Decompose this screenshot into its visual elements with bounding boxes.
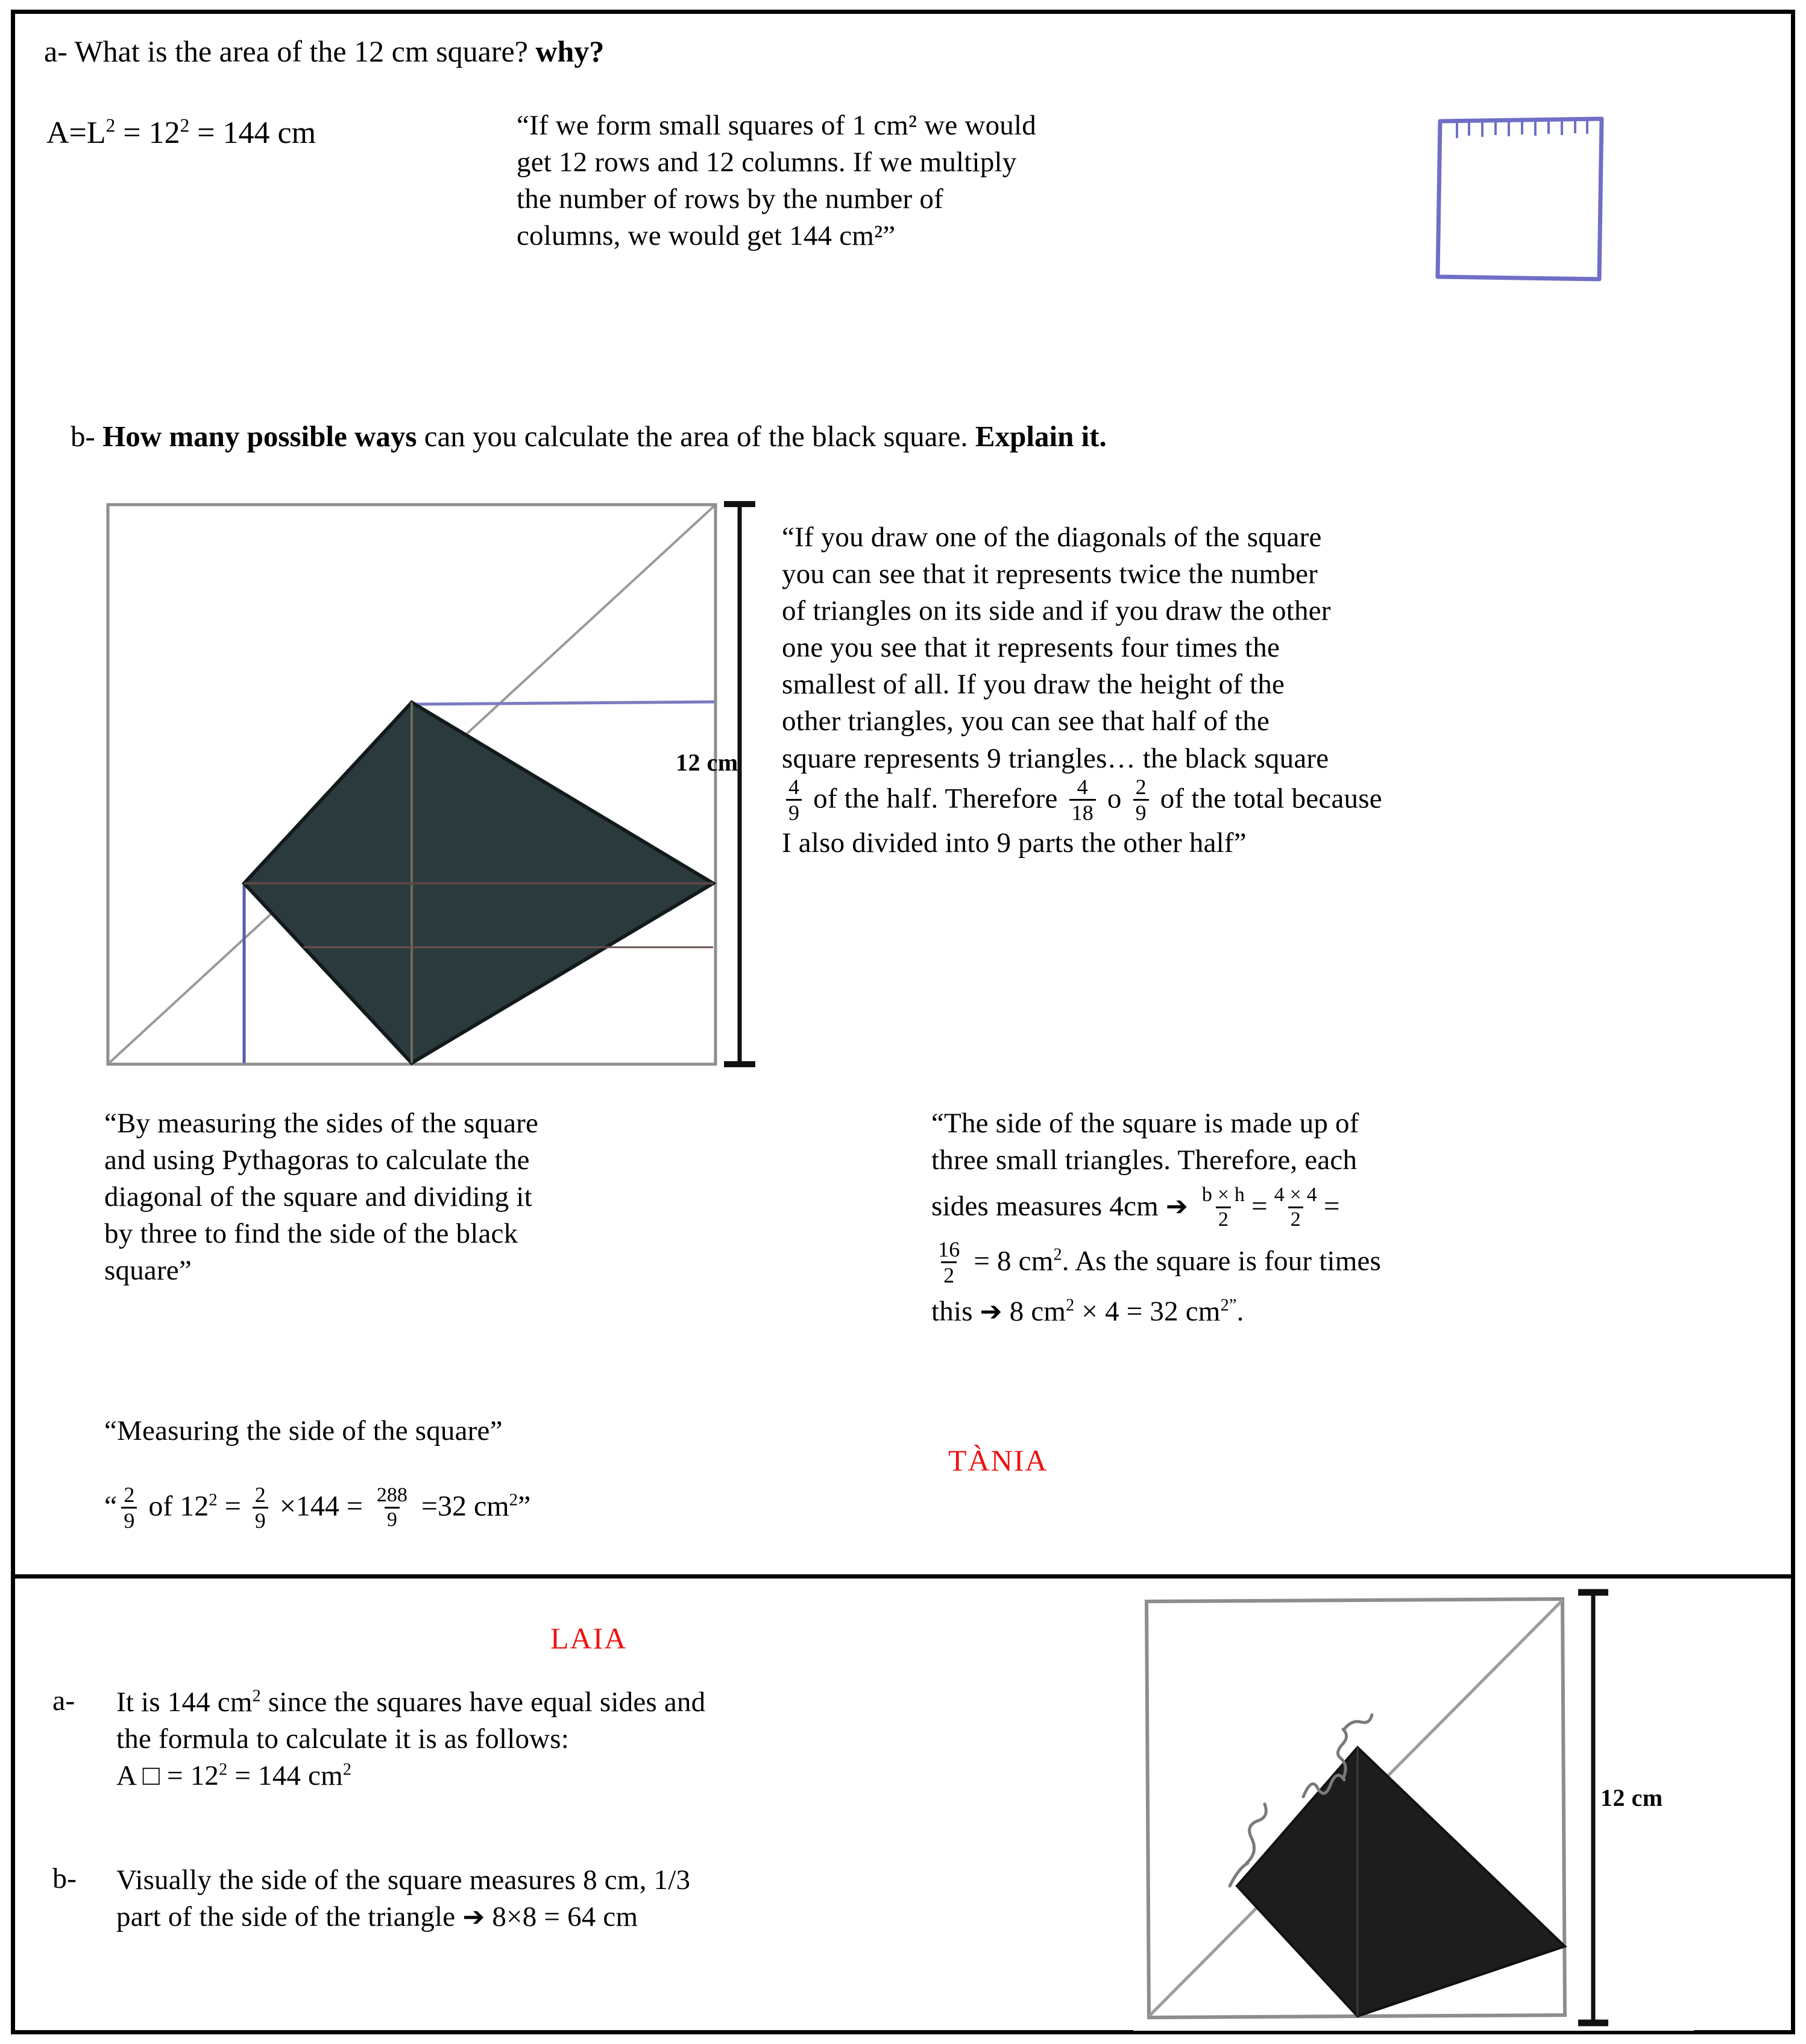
calc-text: =32 cm [414,1490,509,1522]
laia-text: 8×8 = 64 cm [485,1901,638,1933]
quote-line: one you see that it represents four times the [782,632,1280,664]
laia-item-a-body [116,1684,1117,1794]
fraction-2-9: $\frac{2}{9}$ [121,1484,137,1531]
laia-item-b-body [116,1862,1117,1935]
laia-line [116,1684,1117,1721]
fraction-4-9: $\frac{4}{9}$ [786,776,802,824]
section-divider [15,1574,1791,1579]
laia-item-b-marker: b- [52,1863,77,1894]
laia-line-formula [116,1758,1117,1794]
quote-text: × 4 = 32 cm [1074,1296,1221,1328]
quote-text: this [931,1296,980,1328]
question-b-plain: can you calculate the area of the black square. [417,420,975,453]
student-name-laia: LAIA [550,1621,628,1655]
calc-text: ×144 = [272,1490,370,1522]
exponent: 2 [1066,1296,1075,1315]
quote-line: square” [104,1255,192,1287]
quote-line: the number of rows by the number of [517,183,943,215]
fraction-bh-2: $\frac{b \times h}{2}$ [1201,1184,1245,1231]
question-a-heading [44,32,1370,71]
question-a-quote [517,107,1379,254]
figure-laia-dimension-label: 12 cm [1600,1784,1663,1811]
quote-text: 8 cm [1002,1296,1066,1328]
quote-text: of the half. Therefore [806,782,1065,814]
question-a-text: What is the area of the 12 cm square? [74,34,528,68]
figure-main-square-diagram [104,501,719,1068]
open-quote: “ [104,1490,118,1522]
exponent: 2 [219,1760,228,1779]
arrow-icon: ➔ [980,1296,1002,1328]
fraction-288-9: $\frac{288}{9}$ [376,1484,407,1531]
question-a-formula: $A=L^2 = 12^2 = 144$ cm [46,115,316,150]
quote-line: you can see that it represents twice the number [782,558,1318,590]
quote-line-final [931,1293,1715,1330]
quote-text: sides measures 4cm [931,1190,1166,1222]
quote-line: and using Pythagoras to calculate the [104,1144,530,1176]
dimension-bar-12cm [722,499,758,1069]
quote-pythagoras [104,1105,840,1289]
question-a-marker: a- [44,34,68,68]
quote-line: other triangles, you can see that half of the [782,705,1270,737]
laia-text: It is 144 cm [116,1686,253,1718]
laia-line: the formula to calculate it is as follows: [116,1723,570,1755]
exponent: 2 [252,1686,261,1706]
laia-item-a-marker: a- [52,1685,75,1717]
quote-line-with-fractions [931,1186,1715,1231]
fraction-16-2: $\frac{16}{2}$ [938,1237,960,1288]
question-b-heading [71,419,1770,453]
student-name-tania: TÀNIA [948,1443,1048,1477]
figure-main-dimension-label: 12 cm [676,749,738,776]
exponent: 2 [509,1490,518,1510]
equals: = [1251,1190,1268,1222]
quote-line: I also divided into 9 parts the other half” [782,827,1247,859]
arrow-icon: ➔ [462,1902,485,1933]
quote-line: of triangles on its side and if you draw the other [782,595,1331,627]
fraction-4-18: $\frac{4}{18}$ [1069,776,1096,824]
question-a-why: why? [535,34,605,68]
fraction-2-9: $\frac{2}{9}$ [1133,776,1149,824]
laia-formula-text: = 144 cm [227,1760,343,1792]
exponent: 2 [342,1760,352,1779]
fraction-2-9-b: $\frac{2}{9}$ [253,1484,268,1531]
quote-line: “By measuring the sides of the square [104,1108,539,1139]
quote-measuring-side: “Measuring the side of the square” [104,1415,503,1446]
quote-text: o [1100,782,1129,814]
quote-line: “If you draw one of the diagonals of the square [782,522,1322,553]
laia-line: Visually the side of the square measures 8 cm, 1/3 [116,1864,691,1896]
quote-line: get 12 rows and 12 columns. If we multiply [517,147,1017,178]
quote-fraction-calculation [104,1485,858,1533]
exponent: 2 [209,1490,218,1510]
calc-text: = [217,1490,248,1522]
quote-fraction-line [782,774,1734,825]
laia-text: part of the side of the triangle [116,1901,463,1933]
arrow-icon: ➔ [1165,1191,1188,1222]
quote-text: . [1236,1296,1244,1328]
laia-line [116,1899,1117,1935]
equals: = [1323,1190,1340,1222]
quote-line: square represents 9 triangles… the black square [782,742,1329,774]
quote-line: “If we form small squares of 1 cm² we would [517,110,1036,141]
question-b-bold-2: Explain it. [975,420,1107,453]
question-b-bold-1: How many possible ways [102,420,417,453]
exponent: 2” [1220,1296,1237,1315]
question-b-quote [782,519,1734,862]
fraction-4x4-2: $\frac{4 \times 4}{2}$ [1274,1184,1317,1231]
quote-text: of the total because [1153,782,1382,814]
laia-text: since the squares have equal sides and [260,1686,706,1718]
calc-text: of 12 [141,1490,209,1522]
quote-line-with-fractions [931,1237,1715,1288]
exponent: 2 [1053,1245,1062,1264]
quote-line: smallest of all. If you draw the height of the [782,669,1285,701]
quote-line: three small triangles. Therefore, each [931,1144,1358,1176]
quote-line: “The side of the square is made up of [931,1108,1359,1139]
quote-line: by three to find the side of the black [104,1218,518,1250]
quote-text: = 8 cm [966,1245,1054,1277]
laia-formula-text: A □ = 12 [116,1760,219,1792]
worksheet-page [11,10,1795,2034]
hand-drawn-square-sketch-icon [1432,115,1606,284]
quote-line: diagonal of the square and dividing it [104,1181,532,1213]
quote-line: columns, we would get 144 cm²” [517,220,896,252]
quote-text: . As the square is four times [1062,1245,1382,1277]
question-b-marker: b- [71,420,95,453]
quote-three-triangles [931,1105,1715,1330]
close-quote: ” [518,1490,531,1522]
